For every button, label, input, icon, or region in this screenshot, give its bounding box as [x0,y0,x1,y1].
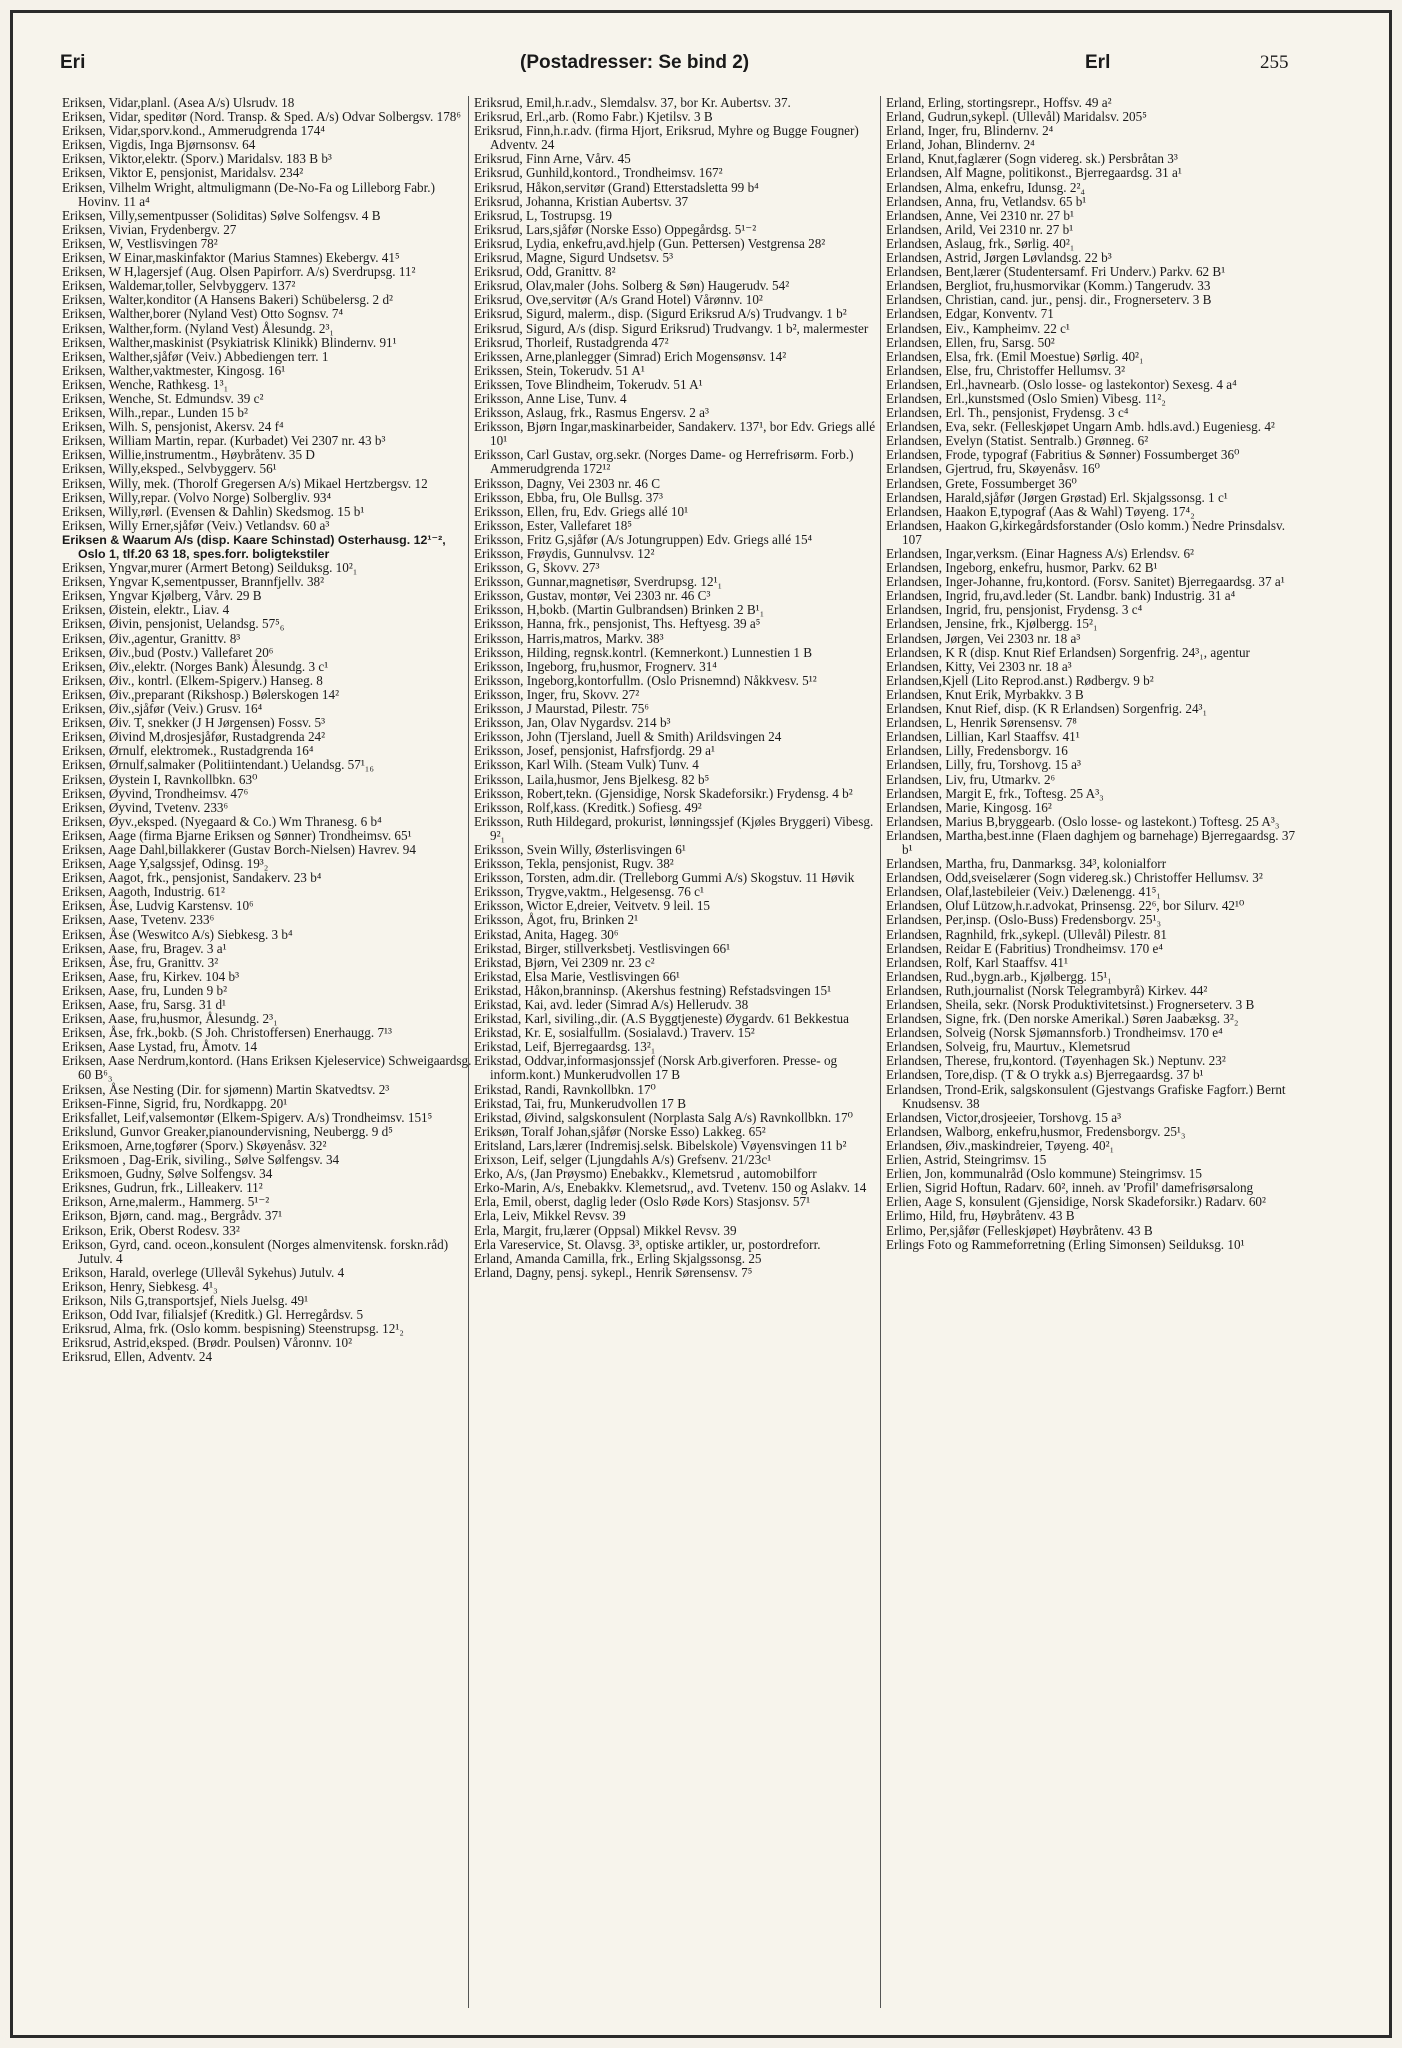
directory-entry: Eriksrud, Odd, Granittv. 8² [474,264,616,280]
directory-entry: Eriksen, Aage (firma Bjarne Eriksen og Sønner) Trondheimsv. 65¹ [62,827,412,843]
directory-entry: Erlandsen, Elsa, frk. (Emil Moestue) Sørlig. 40²₁ [886,348,1144,364]
directory-entry: Eriksen, Åse (Weswitco A/s) Siebkesg. 3 b⁴ [62,926,293,942]
directory-entry: Erlandsen, Oluf Lützow,h.r.advokat, Prinsensg. 22⁶, bor Silurv. 42¹⁰ [886,898,1245,914]
directory-entry: Eriksrud, Lydia, enkefru,avd.hjelp (Gun. Pettersen) Vestgrensa 28² [474,235,826,251]
directory-entry: Eriksen, Ørnulf,salmaker (Politiintendant.) Uelandsg. 57¹₁₆ [62,757,374,773]
directory-entry: Erlandsen, Edgar, Konventv. 71 [886,306,1054,322]
directory-entry: Erikstad, Øivind, salgskonsulent (Norplasta Salg A/s) Ravnkollbkn. 17⁰ [474,1109,853,1125]
directory-entry: Eriksson, Aslaug, frk., Rasmus Engersv. 2 a³ [474,405,709,421]
directory-entry: Eriksen, Aagot, frk., pensjonist, Sandakerv. 23 b⁴ [62,870,322,886]
directory-entry: Erlandsen, Jensine, frk., Kjølbergg. 15²₁ [886,616,1098,632]
directory-entry: Eriksen, Willy,eksped., Selvbyggerv. 56¹ [62,461,277,477]
directory-entry: Erikson, Nils G,transportsjef, Niels Juelsg. 49¹ [62,1292,309,1308]
directory-entry: Erlandsen, Erl. Th., pensjonist, Frydensg. 3 c⁴ [886,405,1129,421]
directory-entry: Erlandsen, Solveig (Norsk Sjømannsforb.) Trondheimsv. 170 e⁴ [886,1025,1223,1041]
directory-entry: Erlandsen, Trond-Erik, salgskonsulent (Gjestvangs Grafiske Fagforr.) Bernt Knudsensv. 38 [886,1081,1286,1111]
directory-entry: Erlandsen, Gjertrud, fru, Skøyenåsv. 16⁰ [886,461,1100,477]
directory-entry: Eriksen, Øivind M,drosjesjåfør, Rustadgrenda 24² [62,729,326,745]
directory-entry: Eriksson, Ågot, fru, Brinken 2¹ [474,912,639,928]
directory-entry: Erlandsen, Bergliot, fru,husmorvikar (Komm.) Tangerudv. 33 [886,278,1211,294]
directory-entry: Eriksen, Øiv.,elektr. (Norges Bank) Ålesundg. 3 c¹ [62,658,329,674]
directory-entry: Erlandsen, Rud.,bygn.arb., Kjølbergg. 15¹₁ [886,968,1112,984]
directory-entry: Erlien, Astrid, Steingrimsv. 15 [886,1152,1047,1168]
directory-entry: Eriksen, Walther,borer (Nyland Vest) Otto Sognsv. 7⁴ [62,306,344,322]
directory-entry: Eriksen, Aage Dahl,billakkerer (Gustav Borch-Nielsen) Havrev. 94 [62,841,416,857]
directory-entry: Eriksen, William Martin, repar. (Kurbadet) Vei 2307 nr. 43 b³ [62,433,386,449]
directory-entry: Eriksen & Waarum A/s (disp. Kaare Schinstad) Osterhausg. 12¹⁻², Oslo 1, tlf.20 63 18, spes.forr. boligtekstiler [62,532,446,561]
directory-entry: Eriksrud, Sigurd, malerm., disp. (Sigurd Eriksrud A/s) Trudvangv. 1 b² [474,306,847,322]
directory-entry: Erikson, Erik, Oberst Rodesv. 33² [62,1222,240,1238]
directory-entry: Eriksson, Tekla, pensjonist, Rugv. 38² [474,856,674,872]
directory-entry: Eriksrud, Gunhild,kontord., Trondheimsv. 167² [474,165,723,181]
directory-entry: Erlimo, Hild, fru, Høybråtenv. 43 B [886,1208,1075,1224]
directory-entry: Eriksrud, Emil,h.r.adv., Slemdalsv. 37, bor Kr. Aubertsv. 37. [474,96,791,110]
directory-entry: Eriksen, Wenche, St. Edmundsv. 39 c² [62,390,264,406]
directory-entry: Erlandsen, Martha, fru, Danmarksg. 34³, kolonialforr [886,856,1167,872]
directory-entry: Eriksson, Ellen, fru, Edv. Griegs allé 10¹ [474,503,689,519]
directory-entry: Eriksen, Willy, mek. (Thorolf Gregersen A/s) Mikael Hertzbergsv. 12 [62,475,428,491]
directory-entry: Eriksen, Walther,maskinist (Psykiatrisk Klinikk) Blindernv. 91¹ [62,334,397,350]
directory-entry: Eriksson, Hilding, regnsk.kontrl. (Kemnerkont.) Lunnestien 1 B [474,644,813,660]
directory-entry: Eriksen, Øivin, pensjonist, Uelandsg. 57⁵₆ [62,616,285,632]
header-note: (Postadresser: Se bind 2) [520,52,750,73]
directory-entry: Erlandsen, Alf Magne, politikonst., Bjerregaardsg. 31 a¹ [886,165,1182,181]
directory-entry: Eriksson, Ester, Vallefaret 18⁵ [474,517,633,533]
directory-entry: Erixson, Leif, selger (Ljungdahls A/s) Grefsenv. 21/23c¹ [474,1152,772,1168]
directory-entry: Erlandsen, Aslaug, frk., Sørlig. 40²₁ [886,235,1075,251]
directory-entry: Eriksrud, Olav,maler (Johs. Solberg & Søn) Haugerudv. 54² [474,278,790,294]
directory-entry: Erlandsen, Odd,sveiselærer (Sogn videreg.sk.) Christoffer Hellumsv. 3² [886,870,1263,886]
directory-entry: Erikslund, Gunvor Greaker,pianoundervisning, Neubergg. 9 d⁵ [62,1123,393,1139]
directory-entry: Erlandsen,Kjell (Lito Reprod.anst.) Rødbergv. 9 b² [886,672,1154,688]
directory-entry: Erlandsen, Marie, Kingosg. 16² [886,799,1052,815]
directory-entry: Erlandsen, Else, fru, Christoffer Hellumsv. 3² [886,362,1126,378]
directory-entry: Eriksson, Gunnar,magnetisør, Sverdrupsg. 12¹₁ [474,574,723,590]
directory-entry: Erikstad, Karl, siviling.,dir. (A.S Byggtjeneste) Øygardv. 61 Bekkestua [474,1011,849,1027]
directory-entry: Erlandsen, Harald,sjåfør (Jørgen Grøstad) Erl. Skjalgssonsg. 1 c¹ [886,489,1228,505]
directory-entry: Erikssen, Stein, Tokerudv. 51 A¹ [474,362,645,378]
directory-entry: Erlandsen, Ellen, fru, Sarsg. 50² [886,334,1055,350]
directory-entry: Eriksen, Øiv., kontrl. (Elkem-Spigerv.) Hanseg. 8 [62,672,323,688]
directory-entry: Eriksrud, Finn,h.r.adv. (firma Hjort, Eriksrud, Myhre og Bugge Fougner) Adventv. 24 [474,123,859,153]
directory-entry: Erlandsen, Marius B,bryggearb. (Oslo losse- og lastekont.) Toftesg. 25 A³₃ [886,813,1280,829]
directory-entry: Eriksen, Willy Erner,sjåfør (Veiv.) Vetlandsv. 60 a³ [62,517,330,533]
directory-entry: Erlien, Aage S, konsulent (Gjensidige, Norsk Skadeforsikr.) Radarv. 60² [886,1194,1266,1210]
directory-entry: Erikssen, Arne,planlegger (Simrad) Erich Mogensønsv. 14² [474,348,787,364]
directory-entry: Eriksen, Walter,konditor (A Hansens Bakeri) Schübelersg. 2 d² [62,292,393,308]
directory-entry: Erikstad, Kr. E, sosialfullm. (Sosialavd.) Traverv. 15² [474,1025,755,1041]
directory-entry: Erikson, Odd Ivar, filialsjef (Kreditk.) Gl. Herregårdsv. 5 [62,1307,364,1323]
directory-entry: Eriksrud, Sigurd, A/s (disp. Sigurd Eriksrud) Trudvangv. 1 b², malermester [474,320,869,336]
directory-entry: Eriksen, Aase Lystad, fru, Åmotv. 14 [62,1039,258,1055]
directory-entry: Eriksrud, Håkon,servitør (Grand) Etterstadsletta 99 b⁴ [474,179,759,195]
directory-entry: Eriksrud, L, Tostrupsg. 19 [474,207,613,223]
directory-entry: Eriksson, Jan, Olav Nygardsv. 214 b³ [474,715,671,731]
directory-entry: Eriksson, Gustav, montør, Vei 2303 nr. 46 C³ [474,588,711,604]
directory-entry: Erlandsen, Alma, enkefru, Idunsg. 2²₄ [886,179,1085,195]
directory-entry: Erlandsen, Frode, typograf (Fabritius & Sønner) Fossumberget 36⁰ [886,447,1240,463]
directory-entry: Erlandsen, Victor,drosjeeier, Torshovg. 15 a³ [886,1109,1122,1125]
directory-entry: Erland, Gudrun,sykepl. (Ullevål) Maridalsv. 205⁵ [886,109,1147,125]
directory-entry: Eriksrud, Finn Arne, Vårv. 45 [474,151,631,167]
directory-entry: Eriksen, Villy,sementpusser (Soliditas) Sølve Solfengsv. 4 B [62,207,381,223]
directory-entry: Erlandsen, Arild, Vei 2310 nr. 27 b¹ [886,221,1074,237]
directory-entry: Erlandsen, Ingrid, fru,avd.leder (St. Landbr. bank) Industrig. 31 a⁴ [886,588,1236,604]
directory-entry: Erlandsen, Kitty, Vei 2303 nr. 18 a³ [886,658,1072,674]
directory-entry: Eriksen, Viktor E, pensjonist, Maridalsv. 234² [62,165,304,181]
directory-entry: Erikstad, Tai, fru, Munkerudvollen 17 B [474,1095,686,1111]
directory-entry: Erikstad, Oddvar,informasjonssjef (Norsk Arb.giverforen. Presse- og inform.kont.) Munkerudvollen 17 B [474,1053,838,1083]
directory-entry: Erlandsen, Margit E, frk., Toftesg. 25 A³₃ [886,785,1104,801]
directory-entry: Erla, Leiv, Mikkel Revsv. 39 [474,1208,626,1224]
directory-entry: Erlandsen, Anne, Vei 2310 nr. 27 b¹ [886,207,1074,223]
directory-entry: Erla, Margit, fru,lærer (Oppsal) Mikkel Revsv. 39 [474,1222,737,1238]
directory-entry: Eriksen, Øyvind, Trondheimsv. 47⁶ [62,785,249,801]
directory-entry: Eriksen, Wilh. S, pensjonist, Akersv. 24 f⁴ [62,419,284,435]
directory-entry: Eriksrud, Alma, frk. (Oslo komm. bespisning) Steenstrupsg. 12¹₂ [62,1321,404,1337]
directory-entry: Eriksen, Walther,sjåfør (Veiv.) Abbediengen terr. 1 [62,348,329,364]
directory-entry: Erlandsen, Ingeborg, enkefru, husmor, Parkv. 62 B¹ [886,560,1158,576]
directory-entry: Erlandsen, Knut Rief, disp. (K R Erlandsen) Sorgenfrig. 24³₁ [886,701,1208,717]
directory-entry: Erlandsen, Eiv., Kampheimv. 22 c¹ [886,320,1070,336]
directory-entry: Erlandsen, Evelyn (Statist. Sentralb.) Grønneg. 6² [886,433,1149,449]
directory-entry: Erlandsen, Walborg, enkefru,husmor, Fredensborgv. 25¹₃ [886,1123,1186,1139]
directory-entry: Eritsland, Lars,lærer (Indremisj.selsk. Bibelskole) Vøyensvingen 11 b² [474,1137,847,1153]
directory-entry: Erlandsen, Solveig, fru, Maurtuv., Klemetsrud [886,1039,1131,1055]
directory-entry: Erlandsen, Lillian, Karl Staaffsv. 41¹ [886,729,1080,745]
directory-entry: Erlandsen, Signe, frk. (Den norske Amerikal.) Søren Jaabæksg. 3²₂ [886,1011,1239,1027]
guide-word-right: Erl [1085,52,1111,73]
directory-entry: Eriksen, Aase Nerdrum,kontord. (Hans Eriksen Kjeleservice) Schweigaardsg. 60 B⁶₃ [62,1053,472,1083]
page-number: 255 [1260,52,1289,73]
directory-entry: Erlandsen, Bent,lærer (Studentersamf. Fri Underv.) Parkv. 62 B¹ [886,264,1226,280]
directory-entry: Erlings Foto og Rammeforretning (Erling Simonsen) Seilduksg. 10¹ [886,1236,1245,1252]
directory-entry: Erko-Marin, A/s, Enebakkv. Klemetsrud,, avd. Tvetenv. 150 og Aslakv. 14 [474,1180,867,1196]
directory-entry: Erikson, Bjørn, cand. mag., Bergrådv. 37¹ [62,1208,283,1224]
directory-entry: Eriksen, Åse, Ludvig Karstensv. 10⁶ [62,898,254,914]
directory-entry: Eriksen, Willy,rørl. (Evensen & Dahlin) Skedsmog. 15 b¹ [62,503,365,519]
directory-entry: Eriksen, Øistein, elektr., Liav. 4 [62,602,230,618]
directory-entry: Eriksson, Wictor E,dreier, Veitvetv. 9 leil. 15 [474,898,711,914]
directory-entry: Eriksson, Ebba, fru, Ole Bullsg. 37³ [474,489,663,505]
directory-column-1 [62,96,472,2011]
directory-entry: Eriksen, Øyvind, Tvetenv. 233⁶ [62,799,229,815]
directory-entry: Erlandsen, Christian, cand. jur., pensj. dir., Frognerseterv. 3 B [886,292,1212,308]
directory-entry: Erland, Johan, Blindernv. 2⁴ [886,137,1035,153]
directory-entry: Eriksen, Aase, fru, Lunden 9 b² [62,982,228,998]
directory-entry: Eriksen, Yngvar,murer (Armert Betong) Seilduksg. 10²₁ [62,560,358,576]
directory-entry: Erlandsen, Lilly, Fredensborgv. 16 [886,743,1068,759]
directory-entry: Eriksen, Øiv.,sjåfør (Veiv.) Grusv. 16⁴ [62,701,263,717]
directory-entry: Erlandsen, Ruth,journalist (Norsk Telegrambyrå) Kirkev. 44² [886,982,1208,998]
directory-entry: Eriksen, Aase, Tvetenv. 233⁶ [62,912,215,928]
directory-entry: Eriksen, Aase, fru,husmor, Ålesundg. 2³₁ [62,1011,278,1027]
directory-entry: Eriksson, J Maurstad, Pilestr. 75⁶ [474,701,649,717]
directory-entry: Eriksen-Finne, Sigrid, fru, Nordkappg. 20¹ [62,1095,288,1111]
directory-entry: Eriksson, John (Tjersland, Juell & Smith) Arildsvingen 24 [474,729,782,745]
directory-entry: Eriksen, Vilhelm Wright, altmuligmann (De-No-Fa og Lilleborg Fabr.) Hovinv. 11 a⁴ [62,179,435,209]
directory-entry: Eriksson, Torsten, adm.dir. (Trelleborg Gummi A/s) Skogstuv. 11 Høvik [474,870,855,886]
directory-entry: Eriksen, W, Vestlisvingen 78² [62,235,218,251]
directory-entry: Eriksrud, Erl.,arb. (Romo Fabr.) Kjetilsv. 3 B [474,109,713,125]
directory-entry: Eriksen, Vidar,planl. (Asea A/s) Ulsrudv. 18 [62,96,295,110]
directory-entry: Eriksson, Bjørn Ingar,maskinarbeider, Sandakerv. 137¹, bor Edv. Griegs allé 10¹ [474,419,876,449]
directory-entry: Erlandsen, Reidar E (Fabritius) Trondheimsv. 170 e⁴ [886,940,1163,956]
directory-entry: Eriksen, Vivian, Frydenbergv. 27 [62,221,237,237]
directory-entry: Eriksen, Waldemar,toller, Selvbyggerv. 137² [62,278,296,294]
directory-entry: Eriksson, Karl Wilh. (Steam Vulk) Tunv. 4 [474,757,699,773]
directory-entry: Eriksen, Øiv.,agentur, Granittv. 8³ [62,630,241,646]
directory-entry: Eriksen, Vidar, speditør (Nord. Transp. & Sped. A/s) Odvar Solbergsv. 178⁶ [62,109,462,125]
directory-entry: Erikstad, Leif, Bjerregaardsg. 13²₁ [474,1039,656,1055]
directory-entry: Erlandsen, Erl.,havnearb. (Oslo losse- og lastekontor) Sexesg. 4 a⁴ [886,376,1237,392]
directory-entry: Eriksen, Åse Nesting (Dir. for sjømenn) Martin Skatvedtsv. 2³ [62,1081,390,1097]
directory-entry: Erlandsen, Øiv.,maskindreier, Tøyeng. 40²₁ [886,1137,1115,1153]
directory-entry: Erlandsen, Haakon E,typograf (Aas & Wahl) Tøyeng. 17⁴₂ [886,503,1195,519]
directory-entry: Eriksrud, Ove,servitør (A/s Grand Hotel) Vårønnv. 10² [474,292,763,308]
directory-entry: Eriksen, Aage Y,salgssjef, Odinsg. 19³₂ [62,856,269,872]
directory-entry: Erlimo, Per,sjåfør (Felleskjøpet) Høybråtenv. 43 B [886,1222,1153,1238]
directory-entry: Eriksen, Wilh.,repar., Lunden 15 b² [62,405,248,421]
directory-entry: Erland, Knut,faglærer (Sogn videreg. sk.) Persbråtan 3³ [886,151,1178,167]
directory-entry: Eriksen, Øiv.,preparant (Rikshosp.) Bølerskogen 14² [62,686,340,702]
directory-entry: Erlandsen, Sheila, sekr. (Norsk Produktivitetsinst.) Frognerseterv. 3 B [886,997,1255,1012]
directory-entry: Eriksen, Øyv.,eksped. (Nyegaard & Co.) Wm Thranesg. 6 b⁴ [62,813,382,829]
directory-entry: Eriksrud, Ellen, Adventv. 24 [62,1349,213,1365]
directory-entry: Erikstad, Bjørn, Vei 2309 nr. 23 c² [474,954,655,970]
directory-entry: Eriksen, Vidar,sporv.kond., Ammerudgrenda 174⁴ [62,123,325,139]
directory-entry: Erla, Emil, oberst, daglig leder (Oslo Røde Kors) Stasjonsv. 57¹ [474,1194,811,1210]
directory-entry: Erikstad, Anita, Hageg. 30⁶ [474,926,619,942]
directory-entry: Eriksson, Dagny, Vei 2303 nr. 46 C [474,475,661,491]
directory-entry: Eriksrud, Thorleif, Rustadgrenda 47² [474,334,669,350]
directory-entry: Eriksson, Inger, fru, Skovv. 27² [474,686,640,702]
directory-entry: Eriksson, Ingeborg,kontorfullm. (Oslo Prisnemnd) Nåkkvesv. 5¹² [474,672,817,688]
directory-entry: Eriksrud, Johanna, Kristian Aubertsv. 37 [474,193,689,209]
directory-entry: Erlien, Jon, kommunalråd (Oslo kommune) Steingrimsv. 15 [886,1166,1202,1182]
directory-entry: Eriksrud, Astrid,eksped. (Brødr. Poulsen) Våronnv. 10² [62,1335,353,1351]
directory-entry: Eriksen, Walther,vaktmester, Kingosg. 16¹ [62,362,286,378]
directory-entry: Eriksson, Carl Gustav, org.sekr. (Norges Dame- og Herrefrisørm. Forb.) Ammerudgrenda 172¹² [474,447,854,477]
directory-entry: Eriksen, Ørnulf, elektromek., Rustadgrenda 16⁴ [62,743,314,759]
directory-entry: Erlandsen, Liv, fru, Utmarkv. 2⁶ [886,771,1056,787]
directory-entry: Eriksrud, Lars,sjåfør (Norske Esso) Oppegårdsg. 5¹⁻² [474,221,757,237]
directory-entry: Eriksson, Harris,matros, Markv. 38³ [474,630,664,646]
directory-entry: Eriksson, G, Skovv. 27³ [474,560,600,576]
directory-entry: Eriksson, Fritz G,sjåfør (A/s Jotungruppen) Edv. Griegs allé 15⁴ [474,531,813,547]
directory-entry: Eriksen, Øystein I, Ravnkollbkn. 63⁰ [62,771,258,787]
directory-entry: Eriksen, Øiv. T, snekker (J H Jørgensen) Fossv. 5³ [62,715,326,731]
directory-entry: Erlandsen, Lilly, fru, Torshovg. 15 a³ [886,757,1081,773]
directory-entry: Eriksen, W H,lagersjef (Aug. Olsen Papirforr. A/s) Sverdrupsg. 11² [62,264,416,280]
directory-entry: Erlandsen, Ragnhild, frk.,sykepl. (Ullevål) Pilestr. 81 [886,926,1167,942]
directory-entry: Erikson, Harald, overlege (Ullevål Sykehus) Jutulv. 4 [62,1264,345,1280]
directory-entry: Eriksen, Willie,instrumentm., Høybråtenv. 35 D [62,447,315,463]
directory-entry: Eriksen, Walther,form. (Nyland Vest) Ålesundg. 2³₁ [62,320,335,336]
directory-entry: Erikson, Gyrd, cand. oceon.,konsulent (Norges almenvitensk. forskn.råd) Jutulv. 4 [62,1236,449,1266]
directory-entry: Eriksen, Vigdis, Inga Bjørnsonsv. 64 [62,137,256,153]
directory-entry: Eriksmoen, Arne,togfører (Sporv.) Skøyenåsv. 32² [62,1137,327,1153]
directory-entry: Erlandsen, Martha,best.inne (Flaen daghjem og barnehage) Bjerregaardsg. 37 b¹ [886,827,1296,857]
directory-entry: Eriksson, Laila,husmor, Jens Bjelkesg. 82 b⁵ [474,771,710,787]
guide-word-left: Eri [60,52,86,73]
directory-entry: Erland, Amanda Camilla, frk., Erling Skjalgssonsg. 25 [474,1250,762,1266]
directory-entry: Erlandsen, Per,insp. (Oslo-Buss) Fredensborgv. 25¹₃ [886,912,1162,928]
directory-entry: Erlien, Sigrid Hoftun, Radarv. 60², inneh. av 'Profil' damefrisørsalong [886,1180,1254,1196]
directory-entry: Eriksen, Aase, fru, Kirkev. 104 b³ [62,968,240,984]
directory-entry: Eriksson, Trygve,vaktm., Helgesensg. 76 c¹ [474,884,704,900]
directory-entry: Erlandsen, L, Henrik Sørensensv. 7⁸ [886,715,1077,731]
directory-entry: Eriksen, W Einar,maskinfaktor (Marius Stamnes) Ekebergv. 41⁵ [62,250,400,266]
directory-entry: Eriksen, Wenche, Rathkesg. 1³₁ [62,376,229,392]
directory-entry: Eriksnes, Gudrun, frk., Lilleakerv. 11² [62,1180,263,1196]
directory-entry: Erikstad, Birger, stillverksbetj. Vestlisvingen 66¹ [474,940,731,956]
directory-entry: Eriksen, Åse, fru, Granittv. 3² [62,954,219,970]
directory-entry: Eriksmoen, Gudny, Sølve Solfengsv. 34 [62,1166,273,1182]
directory-entry: Erikstad, Elsa Marie, Vestlisvingen 66¹ [474,968,680,984]
directory-entry: Eriksson, Robert,tekn. (Gjensidige, Norsk Skadeforsikr.) Frydensg. 4 b² [474,785,853,801]
directory-entry: Erlandsen, Olaf,lastebileier (Veiv.) Dælenengg. 41⁵₁ [886,884,1161,900]
directory-entry: Erikstad, Håkon,branninsp. (Akershus festning) Refstadsvingen 15¹ [474,982,832,998]
directory-entry: Erikson, Arne,malerm., Hammerg. 5¹⁻² [62,1194,270,1210]
directory-entry: Eriksen, Åse, frk.,bokb. (S Joh. Christoffersen) Enerhaugg. 7¹³ [62,1025,392,1041]
directory-entry: Erikstad, Randi, Ravnkollbkn. 17⁰ [474,1081,656,1097]
directory-entry: Erlandsen, K R (disp. Knut Rief Erlandsen) Sorgenfrig. 24³₁, agentur [886,644,1250,660]
directory-entry: Erko, A/s, (Jan Prøysmo) Enebakkv., Klemetsrud , automobilforr [474,1166,817,1182]
directory-column-3 [886,96,1296,2011]
directory-entry: Erlandsen, Tore,disp. (T & O trykk a.s) Bjerregaardsg. 37 b¹ [886,1067,1204,1083]
directory-entry: Erla Vareservice, St. Olavsg. 3³, optiske artikler, ur, postordreforr. [474,1236,821,1252]
directory-entry: Erlandsen, Ingar,verksm. (Einar Hagness A/s) Erlendsv. 6² [886,546,1194,561]
directory-column-2 [474,96,884,2011]
directory-entry: Eriksson, Rolf,kass. (Kreditk.) Sofiesg. 49² [474,799,702,815]
directory-entry: Erland, Erling, stortingsrepr., Hoffsv. 49 a² [886,96,1112,110]
directory-entry: Eriksfallet, Leif,valsemontør (Elkem-Spigerv. A/s) Trondheimsv. 151⁵ [62,1109,433,1125]
directory-entry: Erlandsen, Rolf, Karl Staaffsv. 41¹ [886,954,1068,970]
directory-entry: Eriksen, Yngvar K,sementpusser, Brannfjellv. 38² [62,574,325,590]
directory-entry: Eriksen, Viktor,elektr. (Sporv.) Maridalsv. 183 B b³ [62,151,332,167]
directory-entry: Eriksen, Aagoth, Industrig. 61² [62,884,225,900]
directory-entry: Eriksson, Josef, pensjonist, Hafrsfjordg. 29 a¹ [474,743,715,759]
directory-entry: Erlandsen, Therese, fru,kontord. (Tøyenhagen Sk.) Neptunv. 23² [886,1053,1226,1069]
directory-entry: Eriksson, Frøydis, Gunnulvsv. 12² [474,546,655,561]
directory-entry: Eriksson, Svein Willy, Østerlisvingen 6¹ [474,841,686,857]
directory-entry: Eriksen, Willy,repar. (Volvo Norge) Solbergliv. 93⁴ [62,489,332,505]
directory-entry: Erlandsen, Inger-Johanne, fru,kontord. (Forsv. Sanitet) Bjerregaardsg. 37 a¹ [886,574,1285,590]
directory-entry: Eriksson, Ruth Hildegard, prokurist, lønningssjef (Kjøles Bryggeri) Vibesg. 9²₁ [474,813,874,843]
directory-entry: Eriksson, Anne Lise, Tunv. 4 [474,390,627,406]
directory-entry: Eriksson, Hanna, frk., pensjonist, Ths. Heftyesg. 39 a⁵ [474,616,761,632]
directory-entry: Erlandsen, Erl.,kunstsmed (Oslo Smien) Vibesg. 11²₂ [886,390,1166,406]
directory-entry: Erlandsen, Astrid, Jørgen Løvlandsg. 22 b³ [886,250,1112,266]
directory-entry: Eriksmoen , Dag-Erik, siviling., Sølve Sølfengsv. 34 [62,1152,340,1168]
directory-entry: Eriksøn, Toralf Johan,sjåfør (Norske Esso) Lakkeg. 65² [474,1123,766,1139]
directory-entry: Erlandsen, Knut Erik, Myrbakkv. 3 B [886,686,1084,702]
directory-entry: Eriksen, Øiv.,bud (Postv.) Vallefaret 20⁶ [62,644,274,660]
directory-entry: Eriksen, Yngvar Kjølberg, Vårv. 29 B [62,588,262,604]
directory-entry: Eriksen, Aase, fru, Sarsg. 31 d¹ [62,997,227,1012]
directory-entry: Erland, Dagny, pensj. sykepl., Henrik Sørensensv. 7⁵ [474,1264,753,1280]
directory-entry: Erland, Inger, fru, Blindernv. 2⁴ [886,123,1054,139]
directory-entry: Erlandsen, Haakon G,kirkegårdsforstander (Oslo komm.) Nedre Prinsdalsv. 107 [886,517,1286,547]
directory-entry: Erikson, Henry, Siebkesg. 4¹₃ [62,1278,218,1294]
directory-entry: Erikssen, Tove Blindheim, Tokerudv. 51 A¹ [474,376,703,392]
directory-entry: Erlandsen, Jørgen, Vei 2303 nr. 18 a³ [886,630,1081,646]
directory-entry: Erlandsen, Eva, sekr. (Felleskjøpet Ungarn Amb. hdls.avd.) Eugeniesg. 4² [886,419,1275,435]
directory-entry: Eriksson, H,bokb. (Martin Gulbrandsen) Brinken 2 B¹₁ [474,602,765,618]
directory-entry: Erlandsen, Anna, fru, Vetlandsv. 65 b¹ [886,193,1087,209]
directory-entry: Erikstad, Kai, avd. leder (Simrad A/s) Hellerudv. 38 [474,997,749,1012]
directory-entry: Eriksen, Aase, fru, Bragev. 3 a¹ [62,940,227,956]
directory-entry: Erlandsen, Ingrid, fru, pensjonist, Frydensg. 3 c⁴ [886,602,1143,618]
directory-entry: Eriksson, Ingeborg, fru,husmor, Frognerv. 31⁴ [474,658,717,674]
page-header [0,52,1402,82]
directory-entry: Eriksrud, Magne, Sigurd Undsetsv. 5³ [474,250,674,266]
directory-entry: Erlandsen, Grete, Fossumberget 36⁰ [886,475,1077,491]
